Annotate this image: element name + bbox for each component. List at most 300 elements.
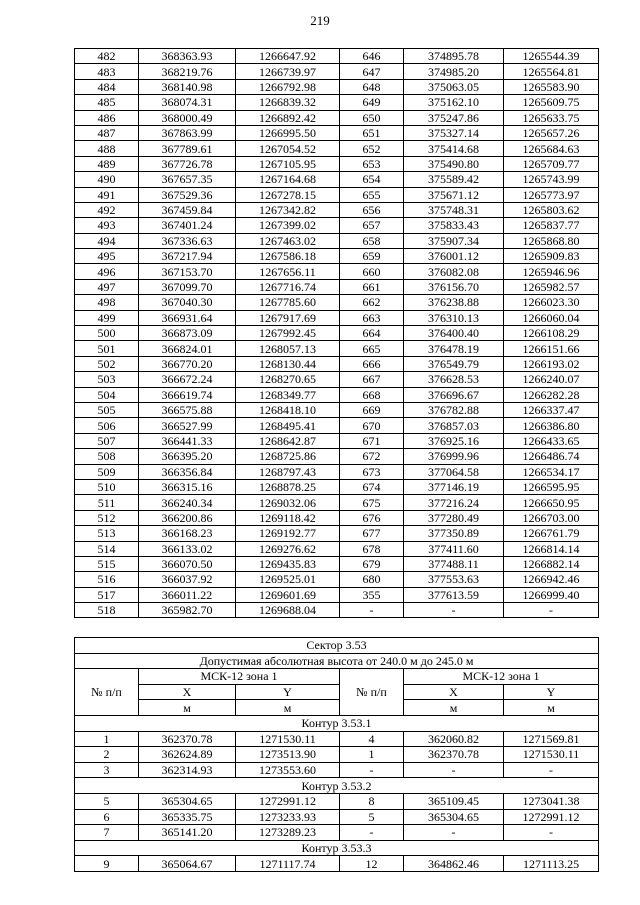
table-row (75, 95, 599, 110)
table-row (75, 110, 599, 125)
table-cell: 367401.24 (139, 218, 236, 233)
table-cell: 1269688.04 (236, 603, 340, 618)
table-cell: 366672.24 (139, 372, 236, 387)
table-cell: 1265564.81 (504, 64, 599, 79)
table-cell: 377350.89 (404, 526, 504, 541)
table-cell: 1266023.30 (504, 295, 599, 310)
table-row (75, 731, 599, 747)
table-cell: 377216.24 (404, 495, 504, 510)
table-cell: 366441.33 (139, 433, 236, 448)
table-cell: 514 (75, 541, 139, 556)
table-cell: 1266761.79 (504, 526, 599, 541)
table-cell: 355 (340, 587, 404, 602)
table-cell: 375907.34 (404, 233, 504, 248)
table-row (75, 418, 599, 433)
table-cell: 513 (75, 526, 139, 541)
table-cell: 654 (340, 172, 404, 187)
table-cell: 650 (340, 110, 404, 125)
table-cell: 1268725.86 (236, 449, 340, 464)
table-cell: 376156.70 (404, 279, 504, 294)
table-cell: 362060.82 (404, 731, 504, 747)
table-cell: 659 (340, 249, 404, 264)
table-row (75, 141, 599, 156)
table-cell: 1273041.38 (504, 793, 599, 809)
table-cell: 509 (75, 464, 139, 479)
table-row (75, 809, 599, 825)
table-cell: 375589.42 (404, 172, 504, 187)
table-cell: 366037.92 (139, 572, 236, 587)
table-cell: 1266337.47 (504, 402, 599, 417)
table-cell: 482 (75, 49, 139, 64)
table-cell: 367336.63 (139, 233, 236, 248)
table-cell: 365304.65 (139, 793, 236, 809)
table-cell: 507 (75, 433, 139, 448)
table-cell: 517 (75, 587, 139, 602)
table-cell: 1266739.97 (236, 64, 340, 79)
table-cell: 651 (340, 125, 404, 140)
table-cell: 1268878.25 (236, 479, 340, 494)
table-cell: 368000.49 (139, 110, 236, 125)
table-row (75, 603, 599, 618)
table-cell: 362624.89 (139, 747, 236, 763)
y-header-right: Y (504, 684, 599, 700)
table-cell: 365064.67 (139, 856, 236, 872)
table-cell: 669 (340, 402, 404, 417)
table-cell: 376478.19 (404, 341, 504, 356)
table-cell: 366873.09 (139, 326, 236, 341)
table-cell: 367789.61 (139, 141, 236, 156)
table-cell: 1266060.04 (504, 310, 599, 325)
table-cell: 1269525.01 (236, 572, 340, 587)
table-cell: 366168.23 (139, 526, 236, 541)
table-row (75, 479, 599, 494)
table-cell: 512 (75, 510, 139, 525)
table-cell: 376310.13 (404, 310, 504, 325)
table-cell: 367099.70 (139, 279, 236, 294)
table-cell: 366395.20 (139, 449, 236, 464)
table-cell: 375748.31 (404, 202, 504, 217)
unit-x-left: м (139, 700, 236, 716)
table-cell: 1267399.02 (236, 218, 340, 233)
table-cell: 377146.19 (404, 479, 504, 494)
table-cell: 377553.63 (404, 572, 504, 587)
table-cell: 376001.12 (404, 249, 504, 264)
table-row (75, 249, 599, 264)
table-cell: 1265909.83 (504, 249, 599, 264)
table-cell: 1266595.95 (504, 479, 599, 494)
table-cell: 510 (75, 479, 139, 494)
table-cell: 498 (75, 295, 139, 310)
table-row (75, 793, 599, 809)
table-row (75, 326, 599, 341)
table-cell: 649 (340, 95, 404, 110)
table-row (75, 279, 599, 294)
table-cell: 367459.84 (139, 202, 236, 217)
table-cell: 1266703.00 (504, 510, 599, 525)
table-cell: 1267586.18 (236, 249, 340, 264)
table-row (75, 187, 599, 202)
table-row (75, 49, 599, 64)
table-cell: 1268130.44 (236, 356, 340, 371)
table-cell: 376857.03 (404, 418, 504, 433)
table-cell: 1266486.74 (504, 449, 599, 464)
table-cell: 511 (75, 495, 139, 510)
table-cell: 367726.78 (139, 156, 236, 171)
table-cell: 1268270.65 (236, 372, 340, 387)
table-cell: 1267054.52 (236, 141, 340, 156)
table-cell: 1265868.80 (504, 233, 599, 248)
table-cell: 1267342.82 (236, 202, 340, 217)
table-cell: 362370.78 (139, 731, 236, 747)
table-cell: 1266814.14 (504, 541, 599, 556)
table-cell: 670 (340, 418, 404, 433)
table-row (75, 372, 599, 387)
table-cell: 1266240.07 (504, 372, 599, 387)
table-row (75, 495, 599, 510)
table-cell: 672 (340, 449, 404, 464)
table-cell: 489 (75, 156, 139, 171)
table-cell: 375671.12 (404, 187, 504, 202)
table-cell: 1271117.74 (236, 856, 340, 872)
table-cell: 657 (340, 218, 404, 233)
table-cell: 679 (340, 556, 404, 571)
table-cell: 1273233.93 (236, 809, 340, 825)
table-cell: 1266942.46 (504, 572, 599, 587)
table-cell: 1265709.77 (504, 156, 599, 171)
table-cell: 676 (340, 510, 404, 525)
col-number-header-right: № п/п (340, 669, 404, 716)
zone-header-right: МСК-12 зона 1 (404, 669, 599, 685)
table-cell: 1266386.80 (504, 418, 599, 433)
table-row (75, 264, 599, 279)
table-cell: 377613.59 (404, 587, 504, 602)
table-row (75, 541, 599, 556)
table-cell: 503 (75, 372, 139, 387)
table-cell: 366070.50 (139, 556, 236, 571)
sector-table (74, 637, 599, 872)
table-cell: 377280.49 (404, 510, 504, 525)
table-row (75, 202, 599, 217)
table-cell: 3 (75, 762, 139, 778)
coordinates-table (74, 48, 599, 618)
table-cell: 515 (75, 556, 139, 571)
table-cell: 1265803.62 (504, 202, 599, 217)
table-cell: 366619.74 (139, 387, 236, 402)
table-cell: 2 (75, 747, 139, 763)
table-cell: 1269435.83 (236, 556, 340, 571)
table-row (75, 402, 599, 417)
table-cell: 499 (75, 310, 139, 325)
table-cell: 377064.58 (404, 464, 504, 479)
table-cell: 365335.75 (139, 809, 236, 825)
table-cell: 367217.94 (139, 249, 236, 264)
table-row (75, 341, 599, 356)
table-cell: 375063.05 (404, 79, 504, 94)
contour-header-row (75, 715, 599, 731)
table-cell: 655 (340, 187, 404, 202)
table-cell: 376696.67 (404, 387, 504, 402)
table-cell: 1268349.77 (236, 387, 340, 402)
table-cell: 487 (75, 125, 139, 140)
table-cell: 362370.78 (404, 747, 504, 763)
table-cell: 673 (340, 464, 404, 479)
table-cell: 671 (340, 433, 404, 448)
table-cell: 8 (340, 793, 404, 809)
table-row (75, 572, 599, 587)
contour-title: Контур 3.53.3 (75, 840, 599, 856)
table-cell: 648 (340, 79, 404, 94)
table-cell: 493 (75, 218, 139, 233)
table-cell: 1265583.90 (504, 79, 599, 94)
contour-title: Контур 3.53.2 (75, 778, 599, 794)
table-cell: 1269601.69 (236, 587, 340, 602)
table-cell: 656 (340, 202, 404, 217)
table-cell: 366356.84 (139, 464, 236, 479)
table-cell: 1271530.11 (236, 731, 340, 747)
table-cell: 502 (75, 356, 139, 371)
table-cell: - (340, 603, 404, 618)
table-cell: 1266999.40 (504, 587, 599, 602)
unit-y-left: м (236, 700, 340, 716)
table-cell: - (404, 603, 504, 618)
sector-title: Сектор 3.53 (75, 638, 599, 654)
table-cell: 376400.40 (404, 326, 504, 341)
table-cell: 366240.34 (139, 495, 236, 510)
table-cell: 375414.68 (404, 141, 504, 156)
table-cell: - (340, 825, 404, 841)
table-cell: 666 (340, 356, 404, 371)
table-cell: 647 (340, 64, 404, 79)
table-cell: 490 (75, 172, 139, 187)
table-cell: 1267105.95 (236, 156, 340, 171)
table-cell: 1268642.87 (236, 433, 340, 448)
table-cell: 1272991.12 (504, 809, 599, 825)
zone-header-left: МСК-12 зона 1 (139, 669, 340, 685)
table-cell: 376628.53 (404, 372, 504, 387)
table-cell: 1268797.43 (236, 464, 340, 479)
table-row (75, 556, 599, 571)
table-cell: 1273289.23 (236, 825, 340, 841)
table-cell: 1272991.12 (236, 793, 340, 809)
table-cell: 1267463.02 (236, 233, 340, 248)
table-cell: 500 (75, 326, 139, 341)
table-row (75, 295, 599, 310)
table-row (75, 218, 599, 233)
table-cell: 488 (75, 141, 139, 156)
table-cell: 9 (75, 856, 139, 872)
table-cell: 495 (75, 249, 139, 264)
table-row (75, 125, 599, 140)
table-cell: 1265982.57 (504, 279, 599, 294)
table-row (75, 156, 599, 171)
table-row (75, 747, 599, 763)
table-cell: - (340, 762, 404, 778)
table-cell: 1266839.32 (236, 95, 340, 110)
table-cell: 1266892.42 (236, 110, 340, 125)
table-cell: 678 (340, 541, 404, 556)
table-cell: - (504, 825, 599, 841)
table-cell: 485 (75, 95, 139, 110)
table-cell: - (404, 762, 504, 778)
table-cell: 366133.02 (139, 541, 236, 556)
table-cell: 1266792.98 (236, 79, 340, 94)
table-cell: 367863.99 (139, 125, 236, 140)
table-cell: 494 (75, 233, 139, 248)
table-cell: 1266433.65 (504, 433, 599, 448)
table-cell: 665 (340, 341, 404, 356)
table-cell: 374895.78 (404, 49, 504, 64)
table-cell: 1267716.74 (236, 279, 340, 294)
table-cell: 1266193.02 (504, 356, 599, 371)
table-cell: 1 (75, 731, 139, 747)
table-row (75, 79, 599, 94)
table-cell: 374985.20 (404, 64, 504, 79)
table-cell: 646 (340, 49, 404, 64)
table-cell: 366824.01 (139, 341, 236, 356)
table-cell: 1269118.42 (236, 510, 340, 525)
table-cell: 1266882.14 (504, 556, 599, 571)
table-cell: 375162.10 (404, 95, 504, 110)
table-cell: 652 (340, 141, 404, 156)
table-cell: 365109.45 (404, 793, 504, 809)
table-cell: 667 (340, 372, 404, 387)
unit-x-right: м (404, 700, 504, 716)
table-cell: 366011.22 (139, 587, 236, 602)
table-cell: 1268418.10 (236, 402, 340, 417)
table-cell: 368140.98 (139, 79, 236, 94)
table-cell: 365141.20 (139, 825, 236, 841)
table-cell: 680 (340, 572, 404, 587)
table-cell: 492 (75, 202, 139, 217)
table-cell: 376999.96 (404, 449, 504, 464)
table-cell: 653 (340, 156, 404, 171)
table-cell: 496 (75, 264, 139, 279)
table-cell: 504 (75, 387, 139, 402)
table-cell: 1269276.62 (236, 541, 340, 556)
table-cell: 6 (75, 809, 139, 825)
table-cell: 1 (340, 747, 404, 763)
table-cell: 375327.14 (404, 125, 504, 140)
table-row (75, 310, 599, 325)
table-cell: 1266647.92 (236, 49, 340, 64)
table-cell: 365982.70 (139, 603, 236, 618)
table-cell: 376238.88 (404, 295, 504, 310)
table-cell: 375490.80 (404, 156, 504, 171)
table-cell: 1265837.77 (504, 218, 599, 233)
table-cell: 366200.86 (139, 510, 236, 525)
table-cell: 1265544.39 (504, 49, 599, 64)
contour-header-row (75, 778, 599, 794)
table-cell: 366931.64 (139, 310, 236, 325)
contour-header-row (75, 840, 599, 856)
table-cell: 1266650.95 (504, 495, 599, 510)
table-row (75, 172, 599, 187)
table-cell: 1269192.77 (236, 526, 340, 541)
table-row (75, 510, 599, 525)
table-cell: 483 (75, 64, 139, 79)
table-cell: 1265633.75 (504, 110, 599, 125)
table-cell: 508 (75, 449, 139, 464)
table-cell: 1265743.99 (504, 172, 599, 187)
table-cell: 377488.11 (404, 556, 504, 571)
table-cell: 675 (340, 495, 404, 510)
table-cell: 506 (75, 418, 139, 433)
table-cell: 1267917.69 (236, 310, 340, 325)
x-header-right: X (404, 684, 504, 700)
table-cell: 1271530.11 (504, 747, 599, 763)
table-cell: 1265657.26 (504, 125, 599, 140)
table-cell: 366315.16 (139, 479, 236, 494)
contour-title: Контур 3.53.1 (75, 715, 599, 731)
table-cell: 377411.60 (404, 541, 504, 556)
table-cell: 486 (75, 110, 139, 125)
table-cell: 4 (340, 731, 404, 747)
table-cell: 658 (340, 233, 404, 248)
col-number-header-left: № п/п (75, 669, 139, 716)
table-cell: 1266282.28 (504, 387, 599, 402)
table-cell: 367529.36 (139, 187, 236, 202)
table-row (75, 356, 599, 371)
table-cell: 376549.79 (404, 356, 504, 371)
table-cell: 491 (75, 187, 139, 202)
table-cell: - (504, 603, 599, 618)
table-cell: 660 (340, 264, 404, 279)
table-cell: 1271569.81 (504, 731, 599, 747)
table-cell: 677 (340, 526, 404, 541)
unit-y-right: м (504, 700, 599, 716)
table-cell: 366770.20 (139, 356, 236, 371)
table-cell: 5 (75, 793, 139, 809)
table-cell: 662 (340, 295, 404, 310)
table-cell: 505 (75, 402, 139, 417)
table-cell: 376925.16 (404, 433, 504, 448)
table-cell: 368219.76 (139, 64, 236, 79)
table-cell: 668 (340, 387, 404, 402)
table-row (75, 587, 599, 602)
sector-height-range: Допустимая абсолютная высота от 240.0 м до 245.0 м (75, 653, 599, 669)
table-cell: 376082.08 (404, 264, 504, 279)
table-cell: - (404, 825, 504, 841)
table-cell: 1267785.60 (236, 295, 340, 310)
table-cell: 1266995.50 (236, 125, 340, 140)
table-cell: 366575.88 (139, 402, 236, 417)
table-cell: 1267164.68 (236, 172, 340, 187)
table-cell: 501 (75, 341, 139, 356)
table-cell: 518 (75, 603, 139, 618)
table-cell: 364862.46 (404, 856, 504, 872)
table-cell: 1273513.90 (236, 747, 340, 763)
table-cell: 1265684.63 (504, 141, 599, 156)
table-cell: 1265946.96 (504, 264, 599, 279)
table-cell: 367040.30 (139, 295, 236, 310)
table-cell: - (504, 762, 599, 778)
table-cell: 674 (340, 479, 404, 494)
table-cell: 375833.43 (404, 218, 504, 233)
table-row (75, 526, 599, 541)
x-header-left: X (139, 684, 236, 700)
table-cell: 484 (75, 79, 139, 94)
table-cell: 1265609.75 (504, 95, 599, 110)
table-cell: 1266108.29 (504, 326, 599, 341)
table-cell: 368363.93 (139, 49, 236, 64)
table-cell: 1265773.97 (504, 187, 599, 202)
table-row (75, 464, 599, 479)
table-cell: 1266151.66 (504, 341, 599, 356)
table-row (75, 64, 599, 79)
y-header-left: Y (236, 684, 340, 700)
table-cell: 5 (340, 809, 404, 825)
table-cell: 1268495.41 (236, 418, 340, 433)
